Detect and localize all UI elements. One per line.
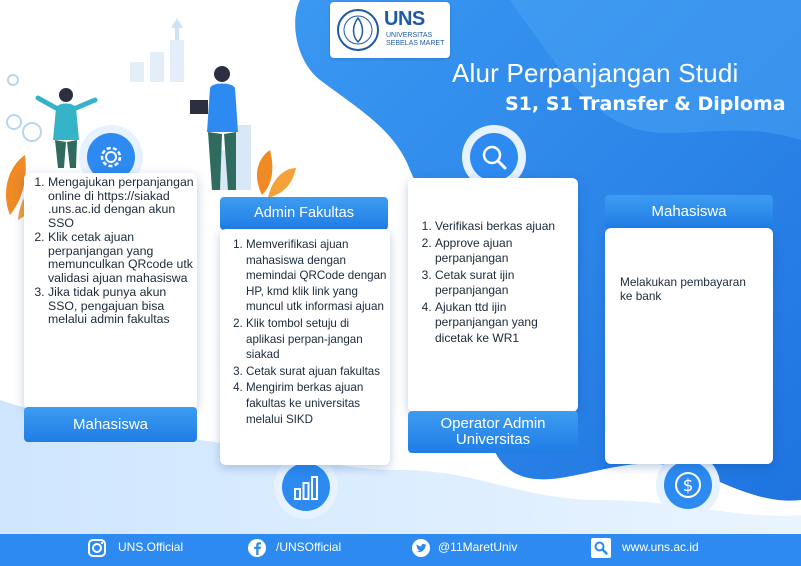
list-item: 3. Cetak surat ijin perpanjangan: [435, 268, 575, 299]
step-list-admin-fakultas: [228, 237, 388, 428]
instagram-link[interactable]: UNS.Official: [118, 540, 184, 554]
step-list-operator-admin: [417, 219, 575, 347]
facebook-icon: [246, 537, 268, 559]
website-link[interactable]: www.uns.ac.id: [622, 540, 699, 554]
uns-seal-icon: [336, 6, 380, 54]
list-item: 2. Approve ajuan perpanjangan: [435, 236, 575, 267]
instagram-icon: [86, 537, 108, 559]
step-role-label: Operator Admin Universitas: [408, 411, 578, 453]
list-item: 4. Ajukan ttd ijin perpanjangan yang dicetak ke WR1: [435, 300, 575, 347]
list-item: 1. Mengajukan perpanjangan online di https://siakad .uns.ac.id dengan akun SSO: [48, 176, 195, 230]
page-subtitle: S1, S1 Transfer & Diploma: [505, 93, 786, 115]
list-item: 3. Cetak surat ajuan fakultas: [246, 364, 388, 380]
step-role-label: Admin Fakultas: [220, 197, 388, 230]
gear-icon: [95, 141, 127, 173]
list-item: 1. Memverifikasi ajuan mahasiswa dengan memindai QRCode dengan HP, kmd klik link yang muncul utk informasi ajuan: [246, 237, 388, 315]
search-icon: [590, 537, 612, 559]
svg-text:$: $: [682, 476, 694, 496]
twitter-link[interactable]: @11MaretUniv: [438, 540, 518, 554]
logo-wordmark: UNS: [384, 8, 425, 30]
logo-university-name: UNIVERSITAS SEBELAS MARET: [386, 32, 445, 47]
twitter-icon: [410, 537, 432, 559]
facebook-link[interactable]: /UNSOfficial: [276, 540, 342, 554]
step-card-mahasiswa-payment: [605, 228, 773, 464]
list-item: 3. Jika tidak punya akun SSO, pengajuan bisa melalui admin fakultas: [48, 286, 195, 327]
list-item: 1. Verifikasi berkas ajuan: [435, 219, 575, 235]
step-role-label: Mahasiswa: [24, 407, 197, 442]
list-item: 2. Klik cetak ajuan perpanjangan yang memunculkan QRcode utk validasi ajuan mahasiswa: [48, 231, 195, 285]
page-title: Alur Perpanjangan Studi: [452, 58, 739, 88]
list-item: 4. Mengirim berkas ajuan fakultas ke universitas melalui SIKD: [246, 380, 388, 427]
dollar-icon: [672, 469, 704, 501]
step-text-payment: Melakukan pembayaran ke bank: [620, 275, 746, 303]
magnifier-icon: [478, 141, 510, 173]
list-item: 2. Klik tombol setuju di aplikasi perpan-jangan siakad: [246, 316, 388, 363]
step-role-label: Mahasiswa: [605, 195, 773, 229]
uns-logo: [330, 2, 450, 58]
step-list-mahasiswa: [30, 176, 195, 328]
bar-chart-icon: [290, 471, 322, 503]
